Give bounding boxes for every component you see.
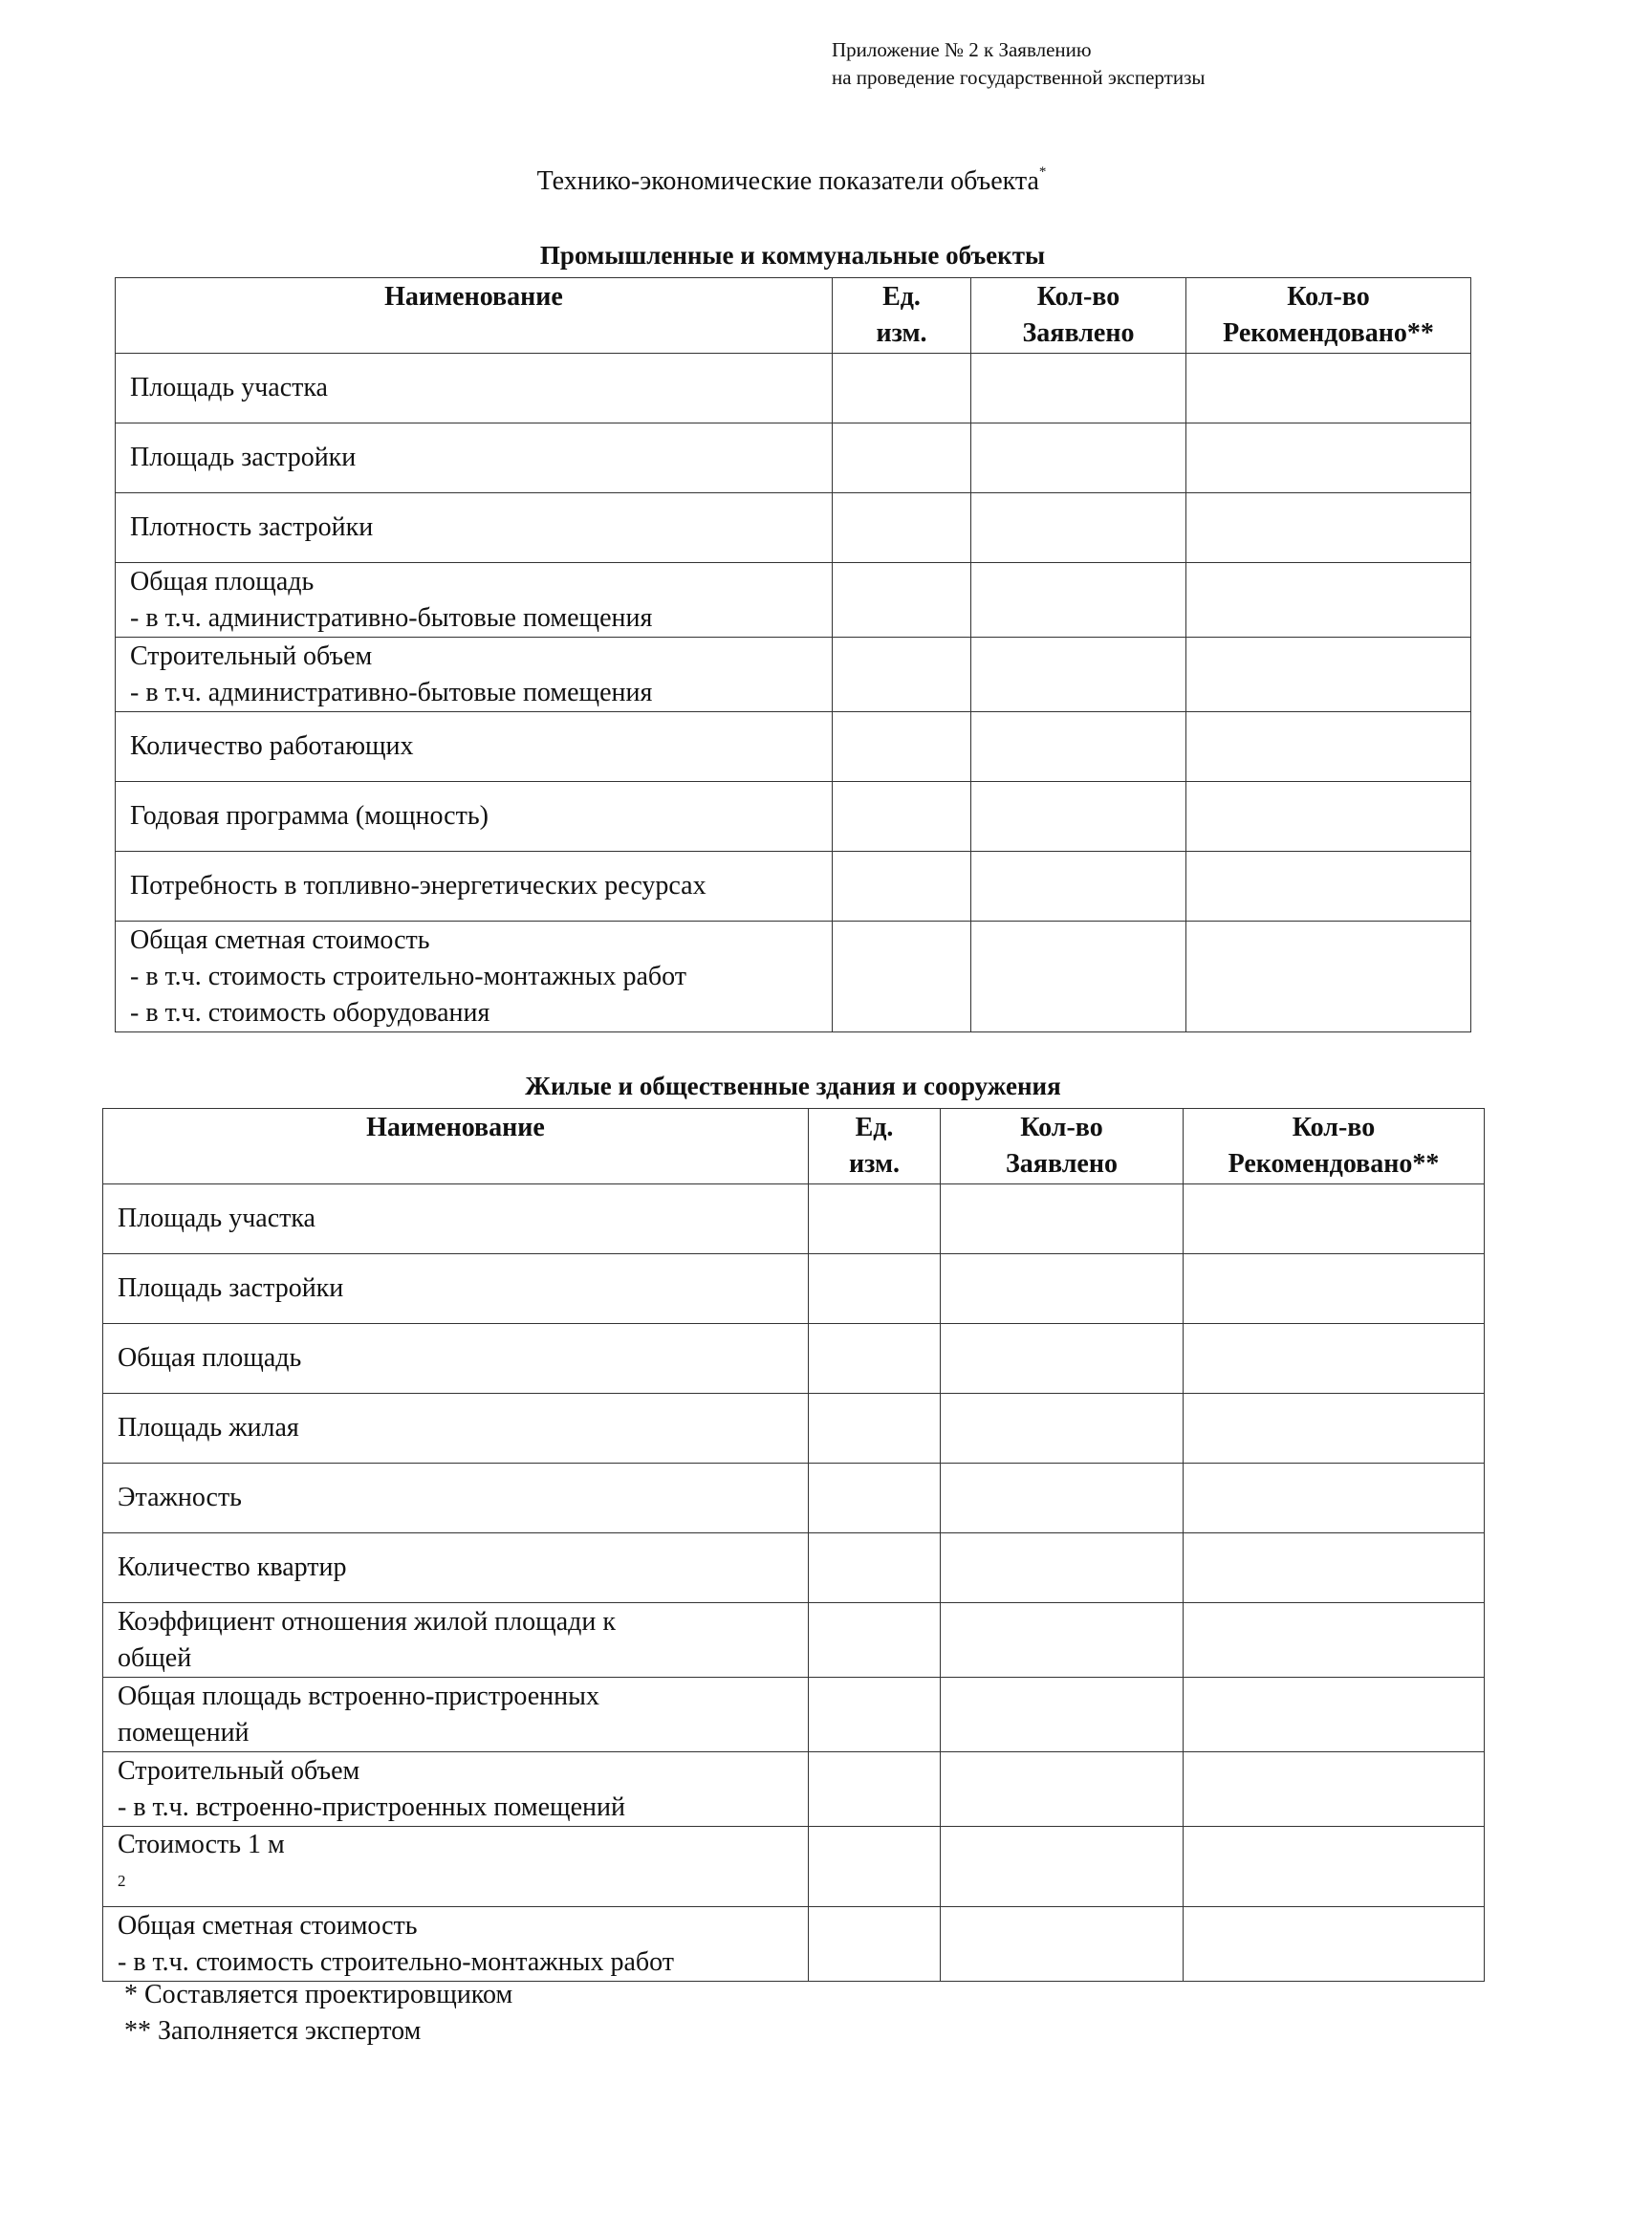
cell-unit[interactable] (809, 1464, 941, 1533)
table-row (103, 1464, 1485, 1533)
footnote-designer: * Составляется проектировщиком (124, 1980, 513, 2009)
cell-unit[interactable] (809, 1907, 941, 1982)
footnotes (124, 1977, 512, 2050)
cell-recommended[interactable] (1184, 1907, 1485, 1982)
cell-unit[interactable] (809, 1533, 941, 1603)
residential-buildings-table (102, 1108, 1485, 1982)
cell-declared[interactable] (941, 1752, 1184, 1827)
row-name: Строительный объем - в т.ч. встроенно-пристроенных помещений (103, 1752, 809, 1827)
table-row (103, 1752, 1485, 1827)
header-recommended: Кол-во Рекомендовано** (1184, 1109, 1485, 1184)
cell-declared[interactable] (941, 1603, 1184, 1678)
table-row (116, 712, 1471, 782)
row-name: Общая площадь - в т.ч. административно-бытовые помещения (116, 563, 833, 638)
table-header-row (103, 1109, 1485, 1184)
table-row (103, 1254, 1485, 1324)
document-title-footnote-mark: * (1038, 163, 1047, 180)
row-name: Этажность (103, 1464, 809, 1533)
cell-recommended[interactable] (1186, 922, 1471, 1032)
cell-recommended[interactable] (1184, 1678, 1485, 1752)
annex-line-2: на проведение государственной экспертизы (832, 66, 1206, 89)
cell-unit[interactable] (833, 712, 971, 782)
cell-recommended[interactable] (1186, 712, 1471, 782)
cell-declared[interactable] (941, 1394, 1184, 1464)
header-declared: Кол-во Заявлено (971, 278, 1186, 354)
cell-unit[interactable] (809, 1324, 941, 1394)
table-row (116, 423, 1471, 493)
cell-unit[interactable] (809, 1752, 941, 1827)
cell-recommended[interactable] (1186, 638, 1471, 712)
table-row (116, 852, 1471, 922)
cell-unit[interactable] (833, 852, 971, 922)
cell-recommended[interactable] (1184, 1394, 1485, 1464)
row-name: Общая площадь (103, 1324, 809, 1394)
table-row (116, 493, 1471, 563)
cell-recommended[interactable] (1184, 1827, 1485, 1907)
cell-unit[interactable] (833, 782, 971, 852)
cell-declared[interactable] (971, 852, 1186, 922)
table-row (103, 1827, 1485, 1907)
cell-declared[interactable] (941, 1533, 1184, 1603)
row-name: Площадь участка (103, 1184, 809, 1254)
cell-declared[interactable] (941, 1907, 1184, 1982)
cell-unit[interactable] (833, 922, 971, 1032)
cell-recommended[interactable] (1184, 1184, 1485, 1254)
cell-declared[interactable] (971, 354, 1186, 423)
row-name: Общая сметная стоимость - в т.ч. стоимость строительно-монтажных работ (103, 1907, 809, 1982)
cell-recommended[interactable] (1186, 423, 1471, 493)
document-title-text: Технико-экономические показатели объекта (536, 166, 1039, 196)
document-title (0, 163, 1583, 197)
row-name: Строительный объем - в т.ч. административно-бытовые помещения (116, 638, 833, 712)
cell-unit[interactable] (809, 1678, 941, 1752)
table-row (103, 1907, 1485, 1982)
cell-recommended[interactable] (1186, 493, 1471, 563)
row-name: Потребность в топливно-энергетических ресурсах (116, 852, 833, 922)
row-name: Площадь застройки (103, 1254, 809, 1324)
cell-recommended[interactable] (1186, 852, 1471, 922)
row-name: Годовая программа (мощность) (116, 782, 833, 852)
cell-unit[interactable] (833, 638, 971, 712)
footnote-expert: ** Заполняется экспертом (124, 2016, 422, 2046)
header-name: Наименование (116, 278, 833, 354)
cell-unit[interactable] (833, 563, 971, 638)
cell-unit[interactable] (833, 354, 971, 423)
unit-superscript: 2 (118, 1872, 126, 1890)
header-unit: Ед. изм. (809, 1109, 941, 1184)
cell-declared[interactable] (941, 1184, 1184, 1254)
cell-recommended[interactable] (1186, 782, 1471, 852)
cell-recommended[interactable] (1184, 1533, 1485, 1603)
cell-recommended[interactable] (1184, 1752, 1485, 1827)
cell-declared[interactable] (941, 1827, 1184, 1907)
cell-unit[interactable] (809, 1827, 941, 1907)
header-declared: Кол-во Заявлено (941, 1109, 1184, 1184)
cell-declared[interactable] (971, 638, 1186, 712)
header-unit: Ед. изм. (833, 278, 971, 354)
row-name: Количество работающих (116, 712, 833, 782)
industrial-objects-table (115, 277, 1471, 1032)
header-recommended: Кол-во Рекомендовано** (1186, 278, 1471, 354)
cell-declared[interactable] (971, 922, 1186, 1032)
table-row (103, 1184, 1485, 1254)
table-row (116, 354, 1471, 423)
cell-unit[interactable] (809, 1254, 941, 1324)
row-name: Площадь участка (116, 354, 833, 423)
table-row (103, 1533, 1485, 1603)
cell-recommended[interactable] (1186, 563, 1471, 638)
table-row (116, 638, 1471, 712)
row-name: Коэффициент отношения жилой площади к общей (103, 1603, 809, 1678)
cell-declared[interactable] (941, 1324, 1184, 1394)
cell-declared[interactable] (971, 563, 1186, 638)
cell-recommended[interactable] (1184, 1603, 1485, 1678)
cell-declared[interactable] (971, 423, 1186, 493)
table-row (116, 563, 1471, 638)
row-name: Общая сметная стоимость - в т.ч. стоимость строительно-монтажных работ - в т.ч. стоимость оборудования (116, 922, 833, 1032)
cell-unit[interactable] (809, 1603, 941, 1678)
annex-line-1: Приложение № 2 к Заявлению (832, 38, 1092, 61)
cell-declared[interactable] (971, 782, 1186, 852)
cell-unit[interactable] (809, 1394, 941, 1464)
table-row (103, 1678, 1485, 1752)
row-name: Площадь жилая (103, 1394, 809, 1464)
row-name: Стоимость 1 м $^2$ (103, 1827, 809, 1907)
cell-recommended[interactable] (1186, 354, 1471, 423)
cell-declared[interactable] (941, 1678, 1184, 1752)
row-name: Общая площадь встроенно-пристроенных помещений (103, 1678, 809, 1752)
cell-unit[interactable] (809, 1184, 941, 1254)
annex-note (832, 36, 1205, 92)
cell-declared[interactable] (941, 1254, 1184, 1324)
cell-unit[interactable] (833, 423, 971, 493)
row-name: Площадь застройки (116, 423, 833, 493)
cell-declared[interactable] (971, 712, 1186, 782)
section1-title: Промышленные и коммунальные объекты (539, 241, 1046, 270)
row-name: Количество квартир (103, 1533, 809, 1603)
table-row (116, 922, 1471, 1032)
table-row (103, 1603, 1485, 1678)
cell-recommended[interactable] (1184, 1254, 1485, 1324)
cell-declared[interactable] (971, 493, 1186, 563)
section2-title: Жилые и общественные здания и сооружения (525, 1072, 1061, 1100)
row-name: Плотность застройки (116, 493, 833, 563)
cell-recommended[interactable] (1184, 1324, 1485, 1394)
cell-unit[interactable] (833, 493, 971, 563)
header-name: Наименование (103, 1109, 809, 1184)
cell-recommended[interactable] (1184, 1464, 1485, 1533)
table-header-row (116, 278, 1471, 354)
table-row (103, 1394, 1485, 1464)
table-row (116, 782, 1471, 852)
table-row (103, 1324, 1485, 1394)
cell-declared[interactable] (941, 1464, 1184, 1533)
